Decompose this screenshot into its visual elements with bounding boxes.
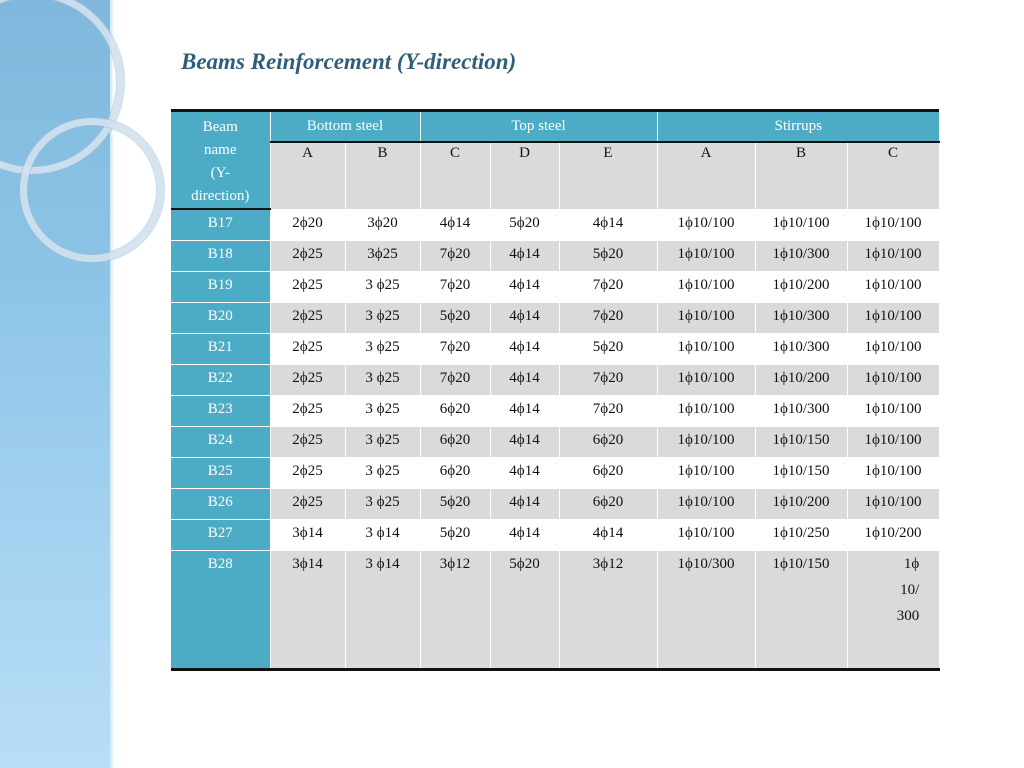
table-row xyxy=(171,427,939,458)
beam-name-cell: B24 xyxy=(171,427,270,458)
table-cell: 3ϕ14 xyxy=(270,520,345,551)
beam-name-cell: B23 xyxy=(171,396,270,427)
beam-name-cell: B19 xyxy=(171,272,270,303)
table-cell: 1ϕ10/100 xyxy=(847,303,939,334)
slide-title: Beams Reinforcement (Y-direction) xyxy=(181,49,517,74)
beam-name-cell: B17 xyxy=(171,209,270,241)
beam-name-cell: B20 xyxy=(171,303,270,334)
table-cell: 5ϕ20 xyxy=(490,209,559,241)
table-cell: 7ϕ20 xyxy=(420,365,490,396)
beam-name-cell: B22 xyxy=(171,365,270,396)
table-row xyxy=(171,520,939,551)
table-cell: 1ϕ10/200 xyxy=(847,520,939,551)
table-cell: 1ϕ10/100 xyxy=(657,458,755,489)
table-cell: 2ϕ25 xyxy=(270,303,345,334)
table-cell: 5ϕ20 xyxy=(420,489,490,520)
table-cell: 6ϕ20 xyxy=(420,396,490,427)
table-row xyxy=(171,396,939,427)
table-cell: 4ϕ14 xyxy=(490,396,559,427)
table-cell: 1ϕ10/100 xyxy=(657,241,755,272)
table-cell: 1ϕ10/100 xyxy=(657,365,755,396)
table-cell: 1ϕ10/100 xyxy=(847,365,939,396)
decorative-ring xyxy=(20,118,164,262)
beam-name-cell: B28 xyxy=(171,551,270,670)
table-row xyxy=(171,209,939,241)
table-cell: 1ϕ10/100 xyxy=(657,303,755,334)
table-cell: 3 ϕ14 xyxy=(345,520,420,551)
table-cell: 1ϕ10/250 xyxy=(755,520,847,551)
table-cell: 1ϕ10/100 xyxy=(657,334,755,365)
table-cell: 1ϕ10/300 xyxy=(755,334,847,365)
table-cell: 3 ϕ25 xyxy=(345,303,420,334)
table-cell: 1ϕ10/100 xyxy=(755,209,847,241)
table-cell: 2ϕ25 xyxy=(270,365,345,396)
beam-name-header: Beam name (Y- direction) xyxy=(171,111,270,210)
table-cell: 4ϕ14 xyxy=(490,427,559,458)
table-cell: 5ϕ20 xyxy=(420,303,490,334)
table-cell: 3 ϕ25 xyxy=(345,334,420,365)
table-row xyxy=(171,334,939,365)
table-cell: 3 ϕ14 xyxy=(345,551,420,670)
sub-header-cell: A xyxy=(270,142,345,209)
table-row xyxy=(171,489,939,520)
table-cell: 1ϕ10/200 xyxy=(755,489,847,520)
table-cell: 4ϕ14 xyxy=(559,209,657,241)
table-cell: 2ϕ25 xyxy=(270,396,345,427)
sub-header-cell: D xyxy=(490,142,559,209)
beam-name-cell: B25 xyxy=(171,458,270,489)
table-cell: 1ϕ10/100 xyxy=(657,272,755,303)
top-steel-header: Top steel xyxy=(420,111,657,143)
table-cell: 5ϕ20 xyxy=(559,334,657,365)
table-cell: 7ϕ20 xyxy=(559,272,657,303)
table-cell: 3 ϕ25 xyxy=(345,396,420,427)
bottom-steel-header: Bottom steel xyxy=(270,111,420,143)
table-cell: 1ϕ10/300 xyxy=(755,241,847,272)
table-cell: 6ϕ20 xyxy=(420,458,490,489)
table-cell: 1ϕ10/100 xyxy=(657,209,755,241)
table-cell: 1ϕ10/300 xyxy=(657,551,755,670)
table-cell: 3 ϕ25 xyxy=(345,427,420,458)
stirrups-header: Stirrups xyxy=(657,111,939,143)
beam-name-cell: B21 xyxy=(171,334,270,365)
table-cell: 4ϕ14 xyxy=(490,520,559,551)
table-cell: 7ϕ20 xyxy=(559,365,657,396)
table-cell: 4ϕ14 xyxy=(490,272,559,303)
table-cell: 6ϕ20 xyxy=(559,427,657,458)
table-cell: 5ϕ20 xyxy=(490,551,559,670)
table-cell: 1ϕ10/300 xyxy=(755,396,847,427)
table-cell: 4ϕ14 xyxy=(490,458,559,489)
table-row xyxy=(171,272,939,303)
table-cell: 6ϕ20 xyxy=(420,427,490,458)
table-cell: 3 ϕ25 xyxy=(345,489,420,520)
table-cell: 1ϕ10/200 xyxy=(755,272,847,303)
table-cell: 4ϕ14 xyxy=(490,365,559,396)
sub-header-cell: B xyxy=(345,142,420,209)
table-cell: 1ϕ10/100 xyxy=(847,209,939,241)
table-cell: 4ϕ14 xyxy=(490,303,559,334)
table-cell: 1ϕ10/200 xyxy=(755,365,847,396)
table-cell: 7ϕ20 xyxy=(559,396,657,427)
sub-header-cell: C xyxy=(847,142,939,209)
table-cell: 4ϕ14 xyxy=(490,489,559,520)
table-cell: 1ϕ10/100 xyxy=(847,396,939,427)
table-cell: 7ϕ20 xyxy=(420,272,490,303)
sub-header-row xyxy=(171,142,939,209)
sub-header-cell: E xyxy=(559,142,657,209)
reinforcement-table xyxy=(171,109,940,671)
beam-name-cell: B18 xyxy=(171,241,270,272)
table-cell: 2ϕ25 xyxy=(270,272,345,303)
table-cell: 3ϕ25 xyxy=(345,241,420,272)
table-cell: 1ϕ10/300 xyxy=(755,303,847,334)
table-cell: 5ϕ20 xyxy=(420,520,490,551)
table-cell: 4ϕ14 xyxy=(490,241,559,272)
table-cell: 2ϕ25 xyxy=(270,241,345,272)
table-cell: 1ϕ 10/ 300 xyxy=(847,551,939,670)
table-cell: 3ϕ20 xyxy=(345,209,420,241)
table-cell: 1ϕ10/100 xyxy=(657,396,755,427)
table-cell: 1ϕ10/100 xyxy=(847,489,939,520)
table-row xyxy=(171,365,939,396)
table-cell: 1ϕ10/150 xyxy=(755,551,847,670)
table-cell: 6ϕ20 xyxy=(559,458,657,489)
table-cell: 1ϕ10/100 xyxy=(657,520,755,551)
table-cell: 2ϕ25 xyxy=(270,458,345,489)
sub-header-cell: A xyxy=(657,142,755,209)
table-cell: 7ϕ20 xyxy=(559,303,657,334)
table-cell: 3 ϕ25 xyxy=(345,365,420,396)
table-cell: 6ϕ20 xyxy=(559,489,657,520)
beam-name-cell: B27 xyxy=(171,520,270,551)
table-cell: 4ϕ14 xyxy=(420,209,490,241)
table-cell: 7ϕ20 xyxy=(420,334,490,365)
table-cell: 2ϕ25 xyxy=(270,427,345,458)
table-cell: 1ϕ10/150 xyxy=(755,427,847,458)
sub-header-cell: B xyxy=(755,142,847,209)
table-cell: 3 ϕ25 xyxy=(345,458,420,489)
table-cell: 5ϕ20 xyxy=(559,241,657,272)
table-cell: 3ϕ12 xyxy=(420,551,490,670)
table-cell: 1ϕ10/100 xyxy=(657,489,755,520)
table-cell: 1ϕ10/100 xyxy=(657,427,755,458)
table-cell: 3 ϕ25 xyxy=(345,272,420,303)
table-cell: 3ϕ14 xyxy=(270,551,345,670)
table-cell: 2ϕ20 xyxy=(270,209,345,241)
table-cell: 4ϕ14 xyxy=(559,520,657,551)
table-cell: 7ϕ20 xyxy=(420,241,490,272)
table-cell: 1ϕ10/100 xyxy=(847,272,939,303)
table-row xyxy=(171,241,939,272)
sub-header-cell: C xyxy=(420,142,490,209)
beam-name-cell: B26 xyxy=(171,489,270,520)
table-cell: 1ϕ10/100 xyxy=(847,427,939,458)
table-cell: 1ϕ10/150 xyxy=(755,458,847,489)
table-cell: 2ϕ25 xyxy=(270,334,345,365)
table-cell: 4ϕ14 xyxy=(490,334,559,365)
table-row xyxy=(171,551,939,670)
table-cell: 3ϕ12 xyxy=(559,551,657,670)
table-row xyxy=(171,303,939,334)
table-cell: 1ϕ10/100 xyxy=(847,458,939,489)
table-cell: 1ϕ10/100 xyxy=(847,241,939,272)
table-cell: 1ϕ10/100 xyxy=(847,334,939,365)
table-row xyxy=(171,458,939,489)
table-cell: 2ϕ25 xyxy=(270,489,345,520)
